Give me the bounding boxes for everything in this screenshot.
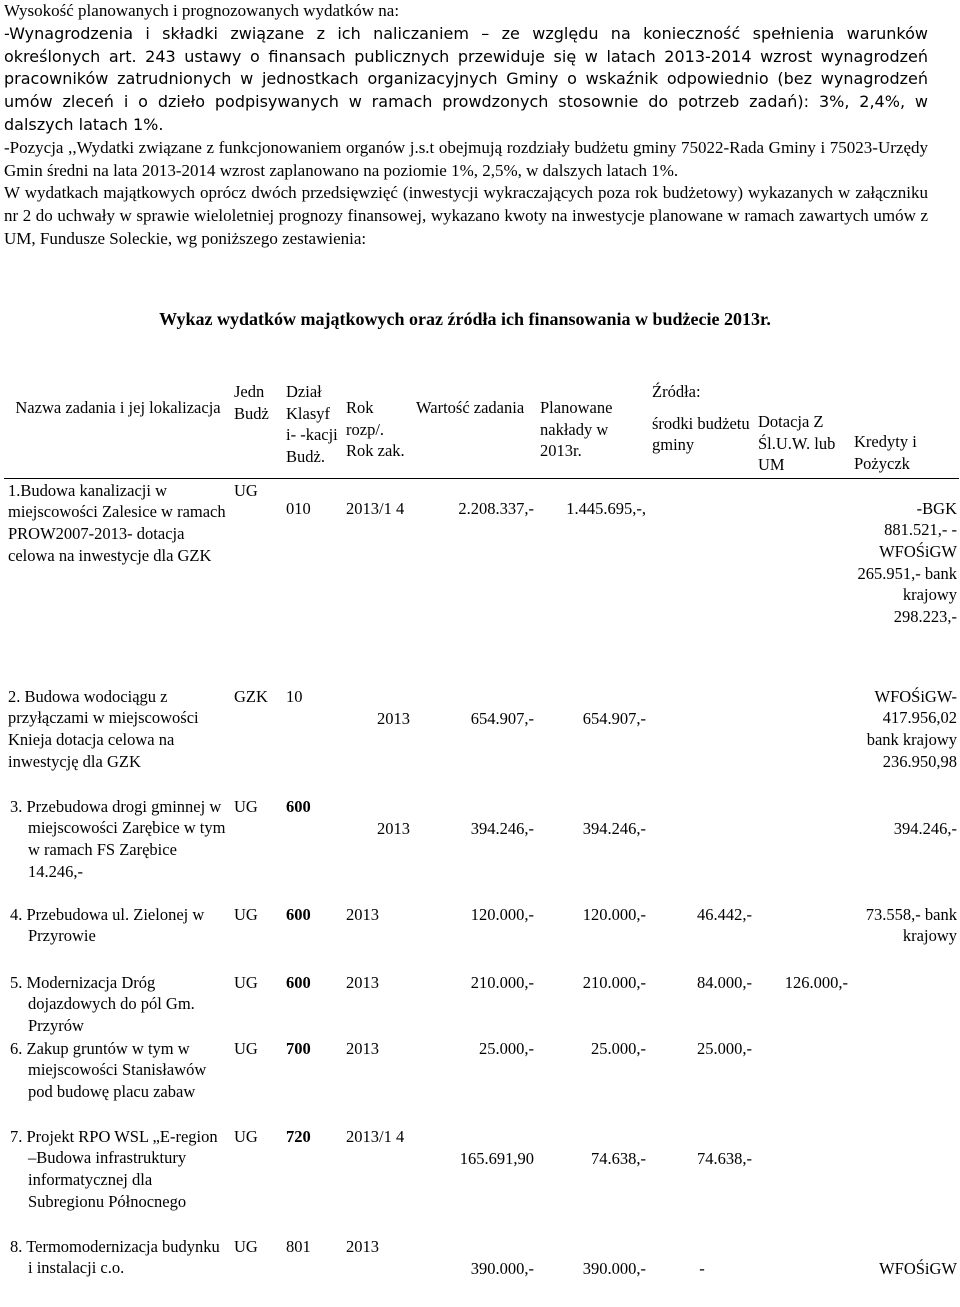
row-division: 801 [286,1236,311,1256]
table-row [4,1126,959,1236]
row-credits: WFOŚiGW [879,1258,957,1278]
row-value: 390.000,- [470,1258,534,1278]
header-task-name: Nazwa zadania i jej lokalizacja [15,398,221,417]
row-credits: WFOŚiGW- 417.956,02 bank krajowy 236.950,98 [866,686,957,771]
row-gmina-funds: - [699,1258,705,1278]
row-grant [754,1038,850,1126]
row-year: 2013/1 4 [346,498,405,518]
row-credits: -BGK 881.521,- - WFOŚiGW 265.951,- bank krajowy 298.223,- [857,498,957,627]
row-planned: 25.000,- [591,1038,646,1058]
row-grant: 126.000,- [784,972,848,992]
row-planned: 1.445.695,-, [566,498,646,518]
row-division: 700 [286,1038,311,1058]
header-credits: Kredyty i Pożyczk [854,432,917,473]
header-unit: Jedn Budż [234,382,269,423]
header-year: Rok rozp/. Rok zak. [346,398,405,461]
intro-heading: Wysokość planowanych i prognozowanych wydatków na: [4,1,400,20]
table-row [4,972,959,1038]
row-year: 2013/1 4 [346,1126,405,1146]
row-task-name: 4. Przebudowa ul. Zielonej w Przyrowie [10,904,205,946]
row-task-name: 3. Przebudowa drogi gminnej w miejscowości Zarębice w tym w ramach FS Zarębice 14.246,- [10,796,226,881]
row-grant [754,686,850,796]
row-division: 600 [286,904,311,924]
row-credits [850,972,959,1038]
row-division: 600 [286,796,311,816]
row-gmina-funds: 25.000,- [697,1038,752,1058]
row-planned: 74.638,- [591,1148,646,1168]
table-row [4,1236,959,1284]
row-gmina-funds [648,686,754,796]
row-credits: 394.246,- [893,818,957,838]
row-grant [754,480,850,686]
row-value: 25.000,- [479,1038,534,1058]
investment-table [4,379,959,1284]
row-task-name: 1.Budowa kanalizacji w miejscowości Zalesice w ramach PROW2007-2013- dotacja celowa na inwestycje dla GZK [8,480,226,565]
row-value: 654.907,- [470,708,534,728]
header-division: Dział Klasyf i- -kacji Budż. [286,382,338,467]
row-grant [754,796,850,904]
header-sources-gmina [648,379,754,479]
intro-text [4,0,928,251]
row-year: 2013 [346,904,379,924]
row-task-name: 5. Modernizacja Dróg dojazdowych do pól Gm. Przyrów [10,972,195,1036]
row-credits [850,1126,959,1236]
intro-paragraph-organs: -Pozycja ,,Wydatki związane z funkcjonowaniem organów j.s.t obejmują rozdziały budżetu gminy 75022-Rada Gminy i 75023-Urzędy Gmin średni na lata 2013-2014 wzrost zaplanowano na poziomie 1%, 2,5%, w dalszych latach 1%. [4,137,928,180]
header-gmina-funds: środki budżetu gminy [652,413,750,455]
row-unit: UG [234,796,258,816]
row-planned: 390.000,- [582,1258,646,1278]
row-year: 2013 [377,818,410,838]
row-gmina-funds: 46.442,- [697,904,752,924]
row-unit: UG [234,1038,258,1058]
row-value: 210.000,- [470,972,534,992]
row-grant [754,1126,850,1236]
table-title: Wykaz wydatków majątkowych oraz źródła ich finansowania w budżecie 2013r. [159,309,771,329]
intro-paragraph-investments: W wydatkach majątkowych oprócz dwóch przedsięwzięć (inwestycji wykraczających poza rok budżetowy) wykazanych w załączniku nr 2 do uchwały w sprawie wieloletniej prognozy finansowej, wykazano kwoty na inwestycje planowane w ramach zawartych umów z UM, Fundusze Soleckie, wg poniższego zestawienia: [4,183,928,248]
row-task-name: 7. Projekt RPO WSL „E-region –Budowa infrastruktury informatycznej dla Subregionu Północnego [10,1126,218,1211]
table-row [4,904,959,972]
row-planned: 210.000,- [582,972,646,992]
row-gmina-funds: 84.000,- [697,972,752,992]
header-sources: Źródła: [652,382,701,401]
row-gmina-funds: 74.638,- [697,1148,752,1168]
row-planned: 120.000,- [582,904,646,924]
header-value: Wartość zadania [416,398,525,417]
table-row [4,796,959,904]
row-year: 2013 [377,708,410,728]
row-unit: GZK [234,686,268,706]
row-unit: UG [234,1236,258,1256]
row-year: 2013 [346,1038,379,1058]
row-value: 165.691,90 [459,1148,534,1168]
row-task-name: 8. Termomodernizacja budynku i instalacji c.o. [10,1236,220,1278]
row-task-name: 6. Zakup gruntów w tym w miejscowości Stanisławów pod budowę placu zabaw [10,1038,207,1102]
row-year: 2013 [346,1236,379,1256]
row-division: 010 [286,498,311,518]
row-unit: UG [234,972,258,992]
row-value: 2.208.337,- [458,498,534,518]
row-planned: 394.246,- [582,818,646,838]
intro-paragraph-wages: -Wynagrodzenia i składki związane z ich naliczaniem – ze względu na konieczność spełnienia warunków określonych art. 243 ustawy o finansach publicznych przewiduje się w latach 2013-2014 wzrost wynagrodzeń pracowników zatrudnionych w jednostkach organizacyjnych Gminy o wskaźnik odpowiednio (bez wynagrodzeń umów zleceń i o dzieło podpisywanych w ramach prowdzonych stosownie do potrzeb zadań): 3%, 2,4%, w dalszych latach 1%. [4,23,928,134]
row-credits [850,1038,959,1126]
header-planned: Planowane nakłady w 2013r. [540,398,613,461]
header-grant: Dotacja Z Śl.U.W. lub UM [758,412,836,475]
row-value: 120.000,- [470,904,534,924]
row-division: 600 [286,972,311,992]
row-planned: 654.907,- [582,708,646,728]
row-task-name: 2. Budowa wodociągu z przyłączami w miejscowości Knieja dotacja celowa na inwestycję dla GZK [8,686,199,771]
row-credits: 73.558,- bank krajowy [865,904,957,946]
row-grant [754,904,850,972]
row-year: 2013 [346,972,379,992]
row-division: 720 [286,1126,311,1146]
table-row [4,480,959,686]
row-unit: UG [234,480,258,500]
row-value: 394.246,- [470,818,534,838]
row-gmina-funds [648,796,754,904]
table-row [4,1038,959,1126]
row-unit: UG [234,904,258,924]
row-grant [754,1236,850,1284]
table-row [4,686,959,796]
row-division: 10 [286,686,303,706]
row-gmina-funds [648,480,754,686]
row-unit: UG [234,1126,258,1146]
